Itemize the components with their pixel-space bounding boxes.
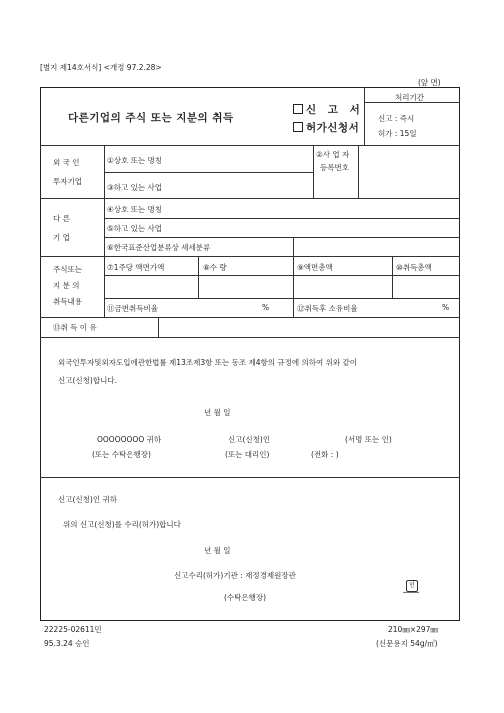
permit-checkbox[interactable]: [293, 122, 303, 132]
reason-field[interactable]: [162, 320, 456, 335]
applicant-label: 신고(신청)인: [228, 435, 271, 444]
phone-label: (전화 : ): [311, 450, 339, 459]
report-option[interactable]: 신 고 서: [293, 102, 364, 117]
processing-period-label: 처리기간: [395, 93, 424, 102]
footer-approved: 95.3.24 승인: [44, 639, 90, 648]
ratio-this-field[interactable]: [180, 300, 258, 315]
processing-permit: 허가 : 15일: [378, 129, 417, 138]
quantity-field[interactable]: [201, 278, 290, 296]
total-par-field[interactable]: [296, 278, 389, 296]
par-value-label: ⑦1주당 액면가액: [107, 263, 165, 272]
biz-reg-label-2: 등록번호: [320, 163, 349, 172]
ratio-after-field[interactable]: [370, 300, 438, 315]
acceptance-to: 신고(신청)인 귀하: [58, 495, 117, 504]
other-business-field[interactable]: [207, 220, 456, 235]
page-side-label: (앞 면): [418, 78, 441, 87]
total-par-label: ⑨액면총액: [297, 263, 333, 272]
footer-size: 210㎜×297㎜: [388, 625, 438, 634]
biz-reg-label-1: ②사 업 자: [316, 150, 350, 159]
declaration-line-2: 신고(신청)합니다.: [58, 376, 117, 385]
form-title: 다른기업의 주식 또는 지분의 취득: [68, 112, 234, 124]
acquisition-total-label: ⑩취득총액: [396, 263, 432, 272]
acceptance-body: 위의 신고(신청)를 수리(허가)합니다: [63, 520, 181, 529]
other-business-label: ⑤하고 있는 사업: [107, 224, 162, 233]
ratio-this-label: ⑪금번취득비율: [107, 304, 158, 313]
industry-class-label: ⑥한국표준산업분류상 세세분류: [107, 243, 211, 252]
foreign-name-label: ①상호 또는 명칭: [107, 156, 162, 165]
acceptance-trustee: (수탁은행장): [224, 593, 267, 602]
foreign-business-field[interactable]: [207, 176, 456, 194]
foreign-business-label: ③하고 있는 사업: [107, 183, 162, 192]
ratio-this-percent: %: [262, 303, 270, 312]
form-reference: [별지 제14호서식] <개정 97.2.28>: [40, 63, 162, 72]
shares-label-2: 지 분 의: [53, 281, 80, 290]
ratio-after-percent: %: [442, 303, 450, 312]
declaration-line-1: 외국인투자및외자도입에관한법률 제13조제3항 또는 동조 제4항의 규정에 의하여 위와 같이: [58, 358, 357, 367]
footer-code: 22225-02611민: [44, 625, 102, 634]
footer-paper: (신문용지 54g/㎡): [376, 639, 438, 648]
other-name-field[interactable]: [207, 201, 456, 216]
foreign-company-label-1: 외 국 인: [53, 158, 80, 167]
permit-option[interactable]: 허가신청서: [293, 120, 359, 135]
reason-label: ⑬취 득 이 유: [53, 323, 97, 332]
quantity-label: ⑧수 량: [203, 263, 227, 272]
acquisition-total-field[interactable]: [395, 278, 457, 296]
acceptance-authority: 신고수리(허가)기관 : 재정경제원장관: [174, 571, 296, 580]
applicant-note: (또는 대리인): [225, 450, 270, 459]
industry-class-field[interactable]: [297, 239, 456, 254]
foreign-name-field[interactable]: [207, 150, 307, 168]
addressee-note: (또는 수탁은행장): [92, 450, 151, 459]
signature-label: (서명 또는 인): [345, 435, 392, 444]
addressee: OOOOOOOO 귀하: [97, 435, 162, 444]
ratio-after-label: ⑫취득후 소유비율: [297, 304, 358, 313]
acceptance-date: 년 월 일: [204, 546, 231, 555]
other-name-label: ④상호 또는 명칭: [107, 205, 162, 214]
declaration-date: 년 월 일: [204, 408, 231, 417]
par-value-field[interactable]: [107, 278, 195, 296]
processing-report: 신고 : 즉시: [378, 114, 415, 123]
seal-mark: 인: [406, 580, 418, 592]
report-checkbox[interactable]: [293, 104, 303, 114]
shares-label-3: 취득내용: [53, 297, 82, 306]
other-company-label-2: 기 업: [53, 233, 70, 242]
other-company-label-1: 다 른: [53, 214, 70, 223]
shares-label-1: 주식또는: [53, 265, 82, 274]
foreign-company-label-2: 투자기업: [53, 177, 82, 186]
